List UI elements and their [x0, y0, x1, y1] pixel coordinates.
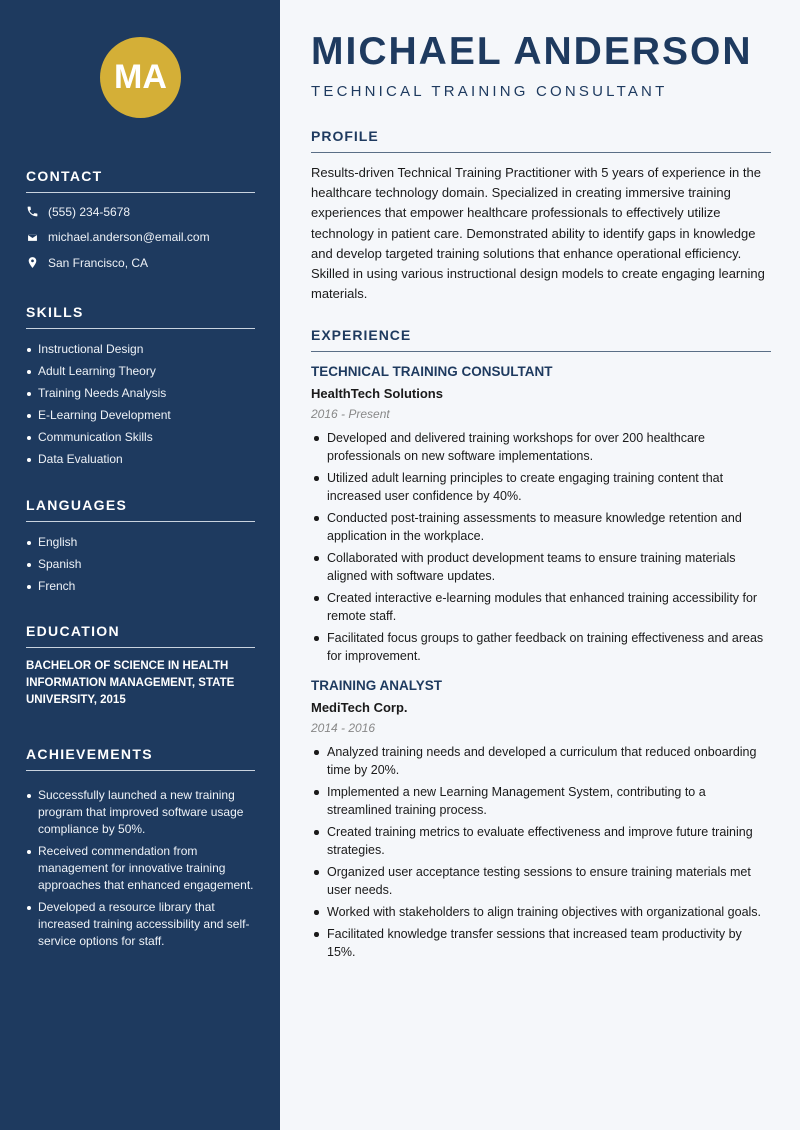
job-bullet: Created training metrics to evaluate effectiveness and improve future training strategies.: [311, 823, 771, 859]
contact-phone: [26, 199, 255, 225]
education-section: [26, 623, 255, 709]
language-item: French: [26, 575, 255, 597]
section-heading: PROFILE: [311, 128, 771, 153]
avatar: MA: [100, 37, 181, 118]
job-title: TRAINING ANALYST: [311, 678, 443, 693]
job-bullet: Created interactive e-learning modules that enhanced training accessibility for remote staff.: [311, 589, 771, 625]
sidebar: [0, 0, 280, 1130]
job-bullet: Conducted post-training assessments to measure knowledge retention and application in the workplace.: [311, 509, 771, 545]
languages-section: [26, 497, 255, 597]
skill-item: Communication Skills: [26, 426, 255, 448]
job-bullet: Worked with stakeholders to align training objectives with organizational goals.: [311, 903, 771, 921]
email-text: michael.anderson@email.com: [48, 230, 210, 245]
contact-location: [26, 250, 255, 276]
section-heading: LANGUAGES: [26, 497, 255, 522]
job-entry: [311, 364, 771, 665]
email-icon: [26, 231, 39, 244]
achievements-section: [26, 746, 255, 955]
achievement-item: Developed a resource library that increased training accessibility and self-service options for staff.: [26, 899, 255, 950]
skills-section: [26, 304, 255, 470]
job-bullet: Organized user acceptance testing sessions to ensure training materials met user needs.: [311, 863, 771, 899]
candidate-title: TECHNICAL TRAINING CONSULTANT: [311, 83, 668, 100]
skill-item: E-Learning Development: [26, 404, 255, 426]
achievement-item: Received commendation from management for innovative training approaches that enhanced engagement.: [26, 843, 255, 894]
section-heading: EXPERIENCE: [311, 327, 771, 352]
job-bullet: Facilitated focus groups to gather feedback on training effectiveness and areas for improvement.: [311, 629, 771, 665]
job-entry: [311, 678, 771, 961]
location-text: San Francisco, CA: [48, 255, 149, 270]
job-dates: 2014 - 2016: [311, 721, 376, 735]
language-item: Spanish: [26, 553, 255, 575]
job-bullet: Analyzed training needs and developed a curriculum that reduced onboarding time by 20%.: [311, 743, 771, 779]
section-heading: SKILLS: [26, 304, 255, 329]
skill-item: Training Needs Analysis: [26, 382, 255, 404]
job-dates: 2016 - Present: [311, 407, 390, 421]
phone-text: (555) 234-5678: [48, 204, 131, 219]
job-bullet: Collaborated with product development teams to ensure training materials aligned with software updates.: [311, 549, 771, 585]
phone-icon: [26, 205, 39, 218]
company-name: MediTech Corp.: [311, 700, 408, 715]
candidate-name: MICHAEL ANDERSON: [311, 30, 753, 73]
education-degree: BACHELOR OF SCIENCE IN HEALTH INFORMATION MANAGEMENT, STATE UNIVERSITY, 2015: [26, 660, 235, 706]
profile-section: [311, 128, 771, 304]
contact-email: [26, 225, 255, 251]
section-heading: ACHIEVEMENTS: [26, 746, 255, 771]
contact-section: [26, 168, 255, 276]
skill-item: Data Evaluation: [26, 448, 255, 470]
skill-item: Instructional Design: [26, 338, 255, 360]
location-pin-icon: [26, 256, 39, 269]
company-name: HealthTech Solutions: [311, 386, 443, 401]
job-bullet: Facilitated knowledge transfer sessions that increased team productivity by 15%.: [311, 925, 771, 961]
language-item: English: [26, 531, 255, 553]
experience-section: [311, 327, 771, 965]
section-heading: CONTACT: [26, 168, 255, 193]
section-heading: EDUCATION: [26, 623, 255, 648]
achievement-item: Successfully launched a new training program that improved software usage compliance by 50%.: [26, 787, 255, 838]
skill-item: Adult Learning Theory: [26, 360, 255, 382]
job-bullet: Utilized adult learning principles to create engaging training content that increased user confidence by 40%.: [311, 469, 771, 505]
job-bullet: Implemented a new Learning Management System, contributing to a streamlined training process.: [311, 783, 771, 819]
job-bullet: Developed and delivered training workshops for over 200 healthcare professionals on new software implementations.: [311, 429, 771, 465]
job-title: TECHNICAL TRAINING CONSULTANT: [311, 364, 553, 379]
profile-text: Results-driven Technical Training Practitioner with 5 years of experience in the healthcare technology domain. Specialized in creating immersive training experiences that empower healthcare professionals to effectively utilize technology in patient care. Demonstrated ability to identify gaps in knowledge and develop targeted training solutions that enhance operational efficiency. Skilled in using various instructional design models to create engaging learning materials.: [311, 165, 765, 302]
